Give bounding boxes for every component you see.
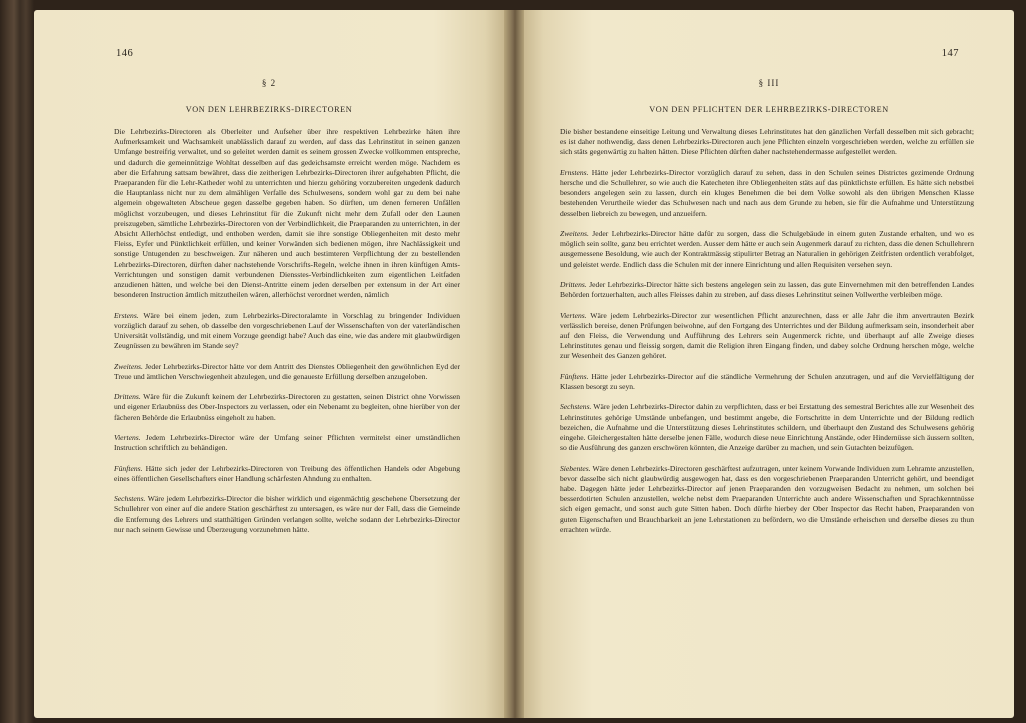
section-heading: VON DEN LEHRBEZIRKS-DIRECTOREN [185, 105, 353, 114]
paragraph-text: Wäre bei einem jeden, zum Lehrbezirks-Directoralamte in Vorschlag zu bringender Individuen vorzüglich darauf zu sehen, ob dasselbe den vorgeschriebenen Lauf der Wissenschaften von der vaterländischen Universität vollständig, und mit einem Vorzuge geendigt habe? Auch das eine, wie das andere mit glaubwürdigen Zeugnüssen zu bewähren im Stande sey? [114, 310, 460, 351]
paragraph [114, 362, 460, 382]
paragraph-text: Die bisher bestandene einseitige Leitung und Verwaltung dieses Lehrinstitutes hat den gänzlichen Verfall desselben mit sich gebracht; es ist daher nothwendig, dass denen Lehrbezirks-Directoren auch jene Pflichten einzeln vorgeschrieben werden, welche zu erfüllen sie sich stäts gegenwärtig zu halten hätten. Diese Pflichten dürften daher nachstehendermasse aufgestellet werden. [560, 127, 974, 157]
paragraph-text: Wäre jeden Lehrbezirks-Director dahin zu verpflichten, dass er bei Erstattung des semestral Berichtes alle zur Wesenheit des Lehrinstitutes gehörige Umstände unbefangen, und bestimmt angebe, die Fortschritte in dem Unterrichte und der Bildung redlich bezeichen, die Aufnahme und die Unterstützung dieses Lehrinstitutes schildern, und überhaupt den Zustand des Schulwesens gehörig eingehe. Gleichergestalten hätte derselbe jenen Fälle, wodurch diese neue Einrichtung Anstände, oder Hindernüsse sich äussern sollten, so die Ausführung des ganzen erschwören könnten, die Anzeige darüber zu machen, und sein Gutachten beizufügen. [560, 402, 974, 453]
paragraph [560, 372, 974, 392]
paragraph [560, 311, 974, 362]
paragraph-text: Jeder Lehrbezirks-Director hätte vor dem Antritt des Dienstes Obliegenheit den gewöhnlichen Eyd der Treue und ämtlichen Verschwiegenheit abzulegen, und die genaueste Erfüllung derselben anzugeloben. [114, 361, 460, 381]
paragraph-lead: Zweitens. [114, 361, 143, 371]
paragraph-text: Hätte jeder Lehrbezirks-Director vorzüglich darauf zu sehen, dass in den Schulen seines Districtes gezimende Ordnung hersche und die Schullehrer, so wie auch die Katecheten ihre Obliegenheiten stäts auf das pünktlichste erfüllen. Es hätte sich nebstbei besonders angelegen sein zu lassen, durch ein kluges Benehmen die bei dem Volke sowohl als den übrigen Menschen Klasse bestehenden Verurtheile wieder das Schulwesen nach und nach aus dem Grunde zu heben, sie für die Aufnahme und Unterstützung desselben liebreich zu bewegen, und anzueifern. [560, 167, 974, 218]
paragraph [114, 392, 460, 423]
left-page [34, 10, 504, 718]
section-mark: § 2 [261, 78, 277, 88]
paragraph-lead: Ernstens. [560, 167, 589, 177]
page-number: 147 [941, 48, 959, 59]
paragraph-text: Die Lehrbezirks-Directoren als Oberleiter und Aufseher über ihre respektiven Lehrbezirke häten ihre Aufmerksamkeit und Wachsamkeit unablässlich darauf zu werden, auf dass das Lehrinstitut in seinen ganzen Umfange bestreifrig verwaltet, und so geleitet werden damit es seinem grossen Zwecke vollkommen entspreche, und dadurch die gemeinnützige Wohltat desselben auf das gedeichsamste erreicht werden möge. Nachdem es aber die Erfahrung sattsam bewähret, dass die zeitherigen Lehrbezirks-Directoren ihrer aufgehabten Pflicht, die Praeparanden für die Lehr-Katheder wohl zu unterrichten und hierzu gehöring vorzubereiten ungedenk dadurch die Hauptanlass nicht nur zu dem almähligen Verfalle des Schulwesens, sondern wohl gar zu dem bei nahe algemein obgewalteten Abscheue gegen dasselbe gegeben haben. So dürften, um denen ferneren Unfällen möglichst vorzubeugen, und dieses Lehrinstitut für die Zukunft nicht mehr dem Zufall oder den Launen preiszugeben, sämtliche Lehrbezirks-Directoren von der Verbindlichkeit, die Praeparanden zu unterrichten, in der Absicht Allerhöchst entledigt, und enthoben werden, damit sie ihre sonstige Obliegenheiten mit desto mehr Fleiss, Eyfer und Pünktlichkeit erfüllen, und keiner Vorwänden sich bedienen mögen, ihre Nachlässigkeit und sonstige Untugenden zu beschweigen. Zur näheren und auch bestimteren Verpflichtung der zu bestellenden Lehrbezirks-Directoren, dürften daher nachstehende Vorschrifts-Regeln, welche ihnen in ihren künftigen Amts-Verrichtungen und sonstigen damit verbundenen Diensstes-Verbindlichkeiten zum eigentlichen Leitfaden anzudienen hätten, und welche bei den Dienst-Antritte einem jeden derselben per extensum in der Art einer besonderen Instruction ämtlich mitzutheilen wären, allerhöchst verordnet werden, nämlich [114, 127, 460, 300]
section-heading: VON DEN PFLICHTEN DER LEHRBEZIRKS-DIRECTOREN [649, 105, 889, 114]
paragraph-lead: Siebentes. [560, 463, 591, 473]
paragraph [560, 127, 974, 158]
page-body [560, 127, 974, 545]
paragraph [560, 402, 974, 453]
page-number: 146 [116, 48, 134, 59]
paragraph [114, 464, 460, 484]
paragraph-lead: Sechstens. [114, 494, 146, 504]
section-mark: § III [758, 78, 780, 88]
paragraph-lead: Viertens. [560, 310, 587, 320]
paragraph [560, 168, 974, 219]
paragraph [560, 229, 974, 270]
book-gutter [504, 10, 524, 718]
paragraph-text: Wäre jedem Lehrbezirks-Director die bisher wirklich und eigenmächtig geschehene Übersetzung der Schullehrer von einer auf die andere Station geschärftest zu untersagen, es wäre nur der Fall, dass die Gemeinde die Entfernung des Lehrers und statthältigen Gründen verlangen sollte, welche sodann der Lehrbezirks-Director nur nach seinem Gewisse und Überzeugung vorzunehmen hätte. [114, 494, 460, 534]
paragraph-lead: Drittens. [560, 280, 587, 289]
paragraph-lead: Fünftens. [114, 463, 143, 473]
paragraph [560, 280, 974, 300]
paragraph-lead: Drittens. [114, 392, 141, 402]
paragraph-lead: Sechstens. [560, 402, 592, 412]
paragraph-text: Jeder Lehrbezirks-Director hätte sich bestens angelegen sein zu lassen, das gute Einvernehmen mit den betreffenden Landes Behörden fortzuerhalten, auch alles Fleisses dahin zu streben, auf dass dieses Lehrinstitut seinen Vollwerthe verbleiben möge. [560, 280, 974, 300]
paragraph-text: Wäre denen Lehrbezirks-Directoren geschärftest aufzutragen, unter keinem Vorwande Individuen zum Lehramte anzustellen, bevor dasselbe sich nicht glaubwürdig ausgewogen hat, dass es den vorgeschriebenen Praeparanden Unterricht gehört, und beendiget habe. Dagegen hätte jeder Lehrbezirks-Director auf jenen Praeparanden den vorzugweisen Bedacht zu nehmen, um solchen bei besserdotirten Schulen anzustellen, welche nebst dem Praeparanden Unterrichte auch andere Wissenschaften und Sprachkenntnüsse sich eigen gemacht, und sonst auch gute Sitten haben. Doch dürfte hierbey der Ober Inspector das Recht haben, Praeparanden von guten Eigenschaften und Brauchbarkeit an jene Lehrstationen zu befördern, wo die Umstände erheischen und derselbe dieses zu thun errachten würde. [560, 463, 974, 534]
right-page [524, 10, 1014, 718]
paragraph-text: Jedem Lehrbezirks-Director wäre der Umfang seiner Pflichten vermitelst einer umständlichen Instruction schriftlich zu behändigen. [114, 433, 460, 453]
paragraph-text: Wäre für die Zukunft keinem der Lehrbezirks-Directoren zu gestatten, seinen District ohne Vorwissen und eigener Erlaubnüss des Ober-Inspectors zu verlassen, oder ein Nebenamt zu begleiten, ohne hierüber von der fächeren Behörde die Erlaubnüss eingeholt zu haben. [114, 392, 460, 422]
paragraph-text: Wäre jedem Lehrbezirks-Director zur wesentlichen Pflicht anzurechnen, dass er alle Jahr die ihm anvertrauten Bezirk verlässlich bereise, denen Prüfungen beiwohne, auf den Fortgang des Unterrichtes und der Bildung aufmerksam sein, insonderheit aber auf den Fleiss, die Verwendung und Aufführung des Lehrers sein Augenmerck richte, und überhaupt auf alle Zweige dieses Lehrinstitutes genau und fleissig sorgen, damit die Religion ihren Eingang finden, und dabey solche Ordnung herschen möge, welche zur Wesenheit des Ganzen gehöret. [560, 310, 974, 361]
paragraph [114, 494, 460, 535]
paragraph [114, 433, 460, 453]
paragraph-text: Hätte sich jeder der Lehrbezirks-Directoren von Treibung des öffentlichen Handels oder Abgebung eines öffentlichen Gesellschafters einer Handlung schärfesten Ahndung zu enthalten. [114, 463, 460, 483]
paragraph-text: Jeder Lehrbezirks-Director hätte dafür zu sorgen, dass die Schulgebäude in einem guten Zustande erhalten, und wo es möglich sein sollte, ganz beu errichtet werden. Ausser dem hätte er auch sein Augenmerk darauf zu richten, dass die denen Schullehrern ausgemessene Besoldung, wie auch der Kontraktmässig stipulirter Betrag an Naturalien in gehörigen Zeitfristen ordentlich verabfolget, und geleistet werde. Endlich dass die Schulen mit der innere Einrichtung und allen Requisiten versehen seyn. [560, 229, 974, 269]
page-body [114, 127, 460, 545]
paragraph [560, 464, 974, 535]
paragraph [114, 127, 460, 300]
paragraph-lead: Zweitens. [560, 229, 589, 238]
paragraph-lead: Viertens. [114, 433, 141, 443]
paragraph [114, 311, 460, 352]
paragraph-lead: Erstens. [114, 310, 139, 320]
paragraph-text: Hätte jeder Lehrbezirks-Director auf die ständliche Vermehrung der Schulen anzutragen, und auf die Vervielfältigung der Klassen besorgt zu seyn. [560, 371, 974, 391]
paragraph-lead: Fünftens. [560, 371, 589, 381]
